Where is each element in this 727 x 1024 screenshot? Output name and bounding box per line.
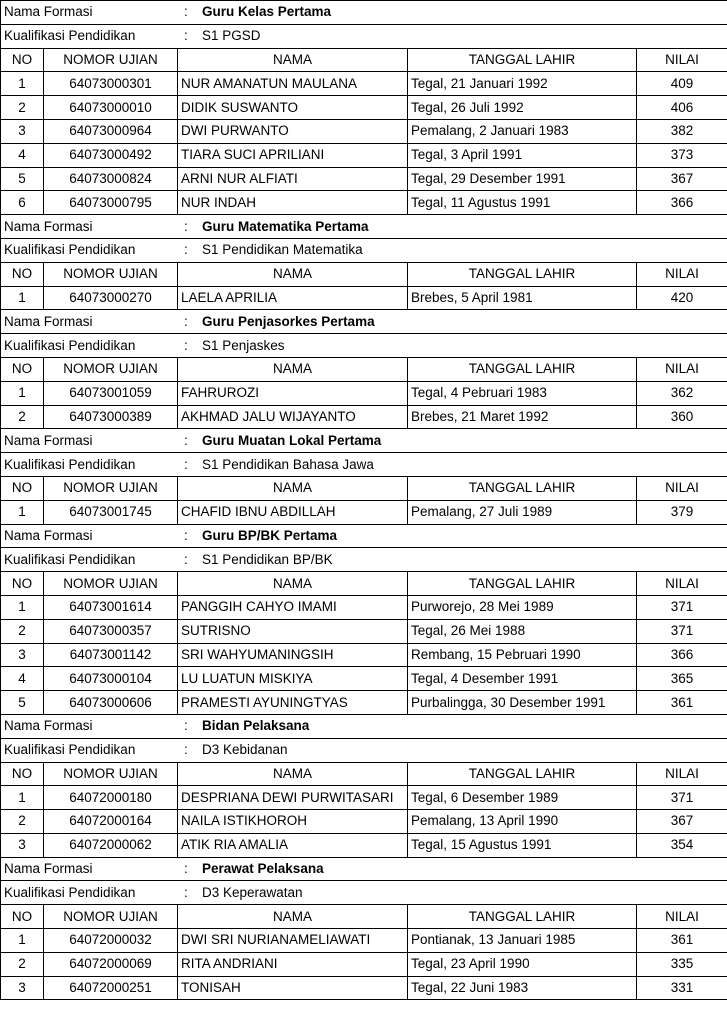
kualifikasi-label: Kualifikasi Pendidikan bbox=[4, 242, 136, 258]
cell-nilai: 366 bbox=[637, 643, 727, 667]
header-nomor: NOMOR UJIAN bbox=[44, 572, 178, 596]
column-header-row bbox=[1, 357, 727, 381]
header-nama: NAMA bbox=[178, 357, 408, 381]
cell-nilai: 360 bbox=[637, 405, 727, 429]
kualifikasi-cell bbox=[1, 548, 727, 572]
header-tanggal: TANGGAL LAHIR bbox=[408, 476, 637, 500]
cell-nilai: 371 bbox=[637, 619, 727, 643]
cell-nomor-ujian: 64072000180 bbox=[44, 786, 178, 810]
kualifikasi-row bbox=[1, 334, 727, 358]
cell-tanggal-lahir: Rembang, 15 Pebruari 1990 bbox=[408, 643, 637, 667]
cell-nama: PANGGIH CAHYO IMAMI bbox=[178, 595, 408, 619]
colon-separator: : bbox=[184, 551, 188, 567]
table-row bbox=[1, 786, 727, 810]
cell-nama: NUR INDAH bbox=[178, 191, 408, 215]
cell-nomor-ujian: 64072000164 bbox=[44, 810, 178, 834]
formasi-row bbox=[1, 215, 727, 239]
header-nomor: NOMOR UJIAN bbox=[44, 48, 178, 72]
kualifikasi-row bbox=[1, 548, 727, 572]
colon-separator: : bbox=[184, 456, 188, 472]
formasi-cell bbox=[1, 714, 727, 738]
table-row bbox=[1, 500, 727, 524]
cell-no: 1 bbox=[1, 929, 44, 953]
cell-nomor-ujian: 64073000606 bbox=[44, 691, 178, 715]
header-nilai: NILAI bbox=[637, 572, 727, 596]
formasi-label: Nama Formasi bbox=[4, 4, 93, 20]
cell-no: 3 bbox=[1, 643, 44, 667]
table-row bbox=[1, 619, 727, 643]
column-header-row bbox=[1, 476, 727, 500]
cell-nama: FAHRUROZI bbox=[178, 381, 408, 405]
formasi-value: Guru Matematika Pertama bbox=[202, 218, 369, 234]
cell-nama: ATIK RIA AMALIA bbox=[178, 833, 408, 857]
cell-no: 1 bbox=[1, 786, 44, 810]
cell-nilai: 406 bbox=[637, 96, 727, 120]
header-nilai: NILAI bbox=[637, 48, 727, 72]
formasi-value: Perawat Pelaksana bbox=[202, 861, 324, 877]
table-row bbox=[1, 119, 727, 143]
kualifikasi-value: S1 Penjaskes bbox=[202, 337, 285, 353]
cell-no: 2 bbox=[1, 96, 44, 120]
header-nilai: NILAI bbox=[637, 262, 727, 286]
table-row bbox=[1, 810, 727, 834]
kualifikasi-cell bbox=[1, 24, 727, 48]
header-no: NO bbox=[1, 48, 44, 72]
header-nama: NAMA bbox=[178, 762, 408, 786]
formasi-row bbox=[1, 524, 727, 548]
kualifikasi-label: Kualifikasi Pendidikan bbox=[4, 337, 136, 353]
kualifikasi-row bbox=[1, 881, 727, 905]
cell-nilai: 373 bbox=[637, 143, 727, 167]
cell-nama: ARNI NUR ALFIATI bbox=[178, 167, 408, 191]
cell-no: 2 bbox=[1, 405, 44, 429]
colon-separator: : bbox=[184, 28, 188, 44]
colon-separator: : bbox=[184, 718, 188, 734]
colon-separator: : bbox=[184, 884, 188, 900]
header-nama: NAMA bbox=[178, 476, 408, 500]
cell-nama: NUR AMANATUN MAULANA bbox=[178, 72, 408, 96]
cell-nilai: 335 bbox=[637, 952, 727, 976]
kualifikasi-cell bbox=[1, 334, 727, 358]
cell-no: 1 bbox=[1, 595, 44, 619]
cell-no: 3 bbox=[1, 833, 44, 857]
cell-nama: RITA ANDRIANI bbox=[178, 952, 408, 976]
kualifikasi-row bbox=[1, 738, 727, 762]
formasi-cell bbox=[1, 1, 727, 25]
results-table-body bbox=[1, 1, 727, 1000]
cell-nomor-ujian: 64073000357 bbox=[44, 619, 178, 643]
kualifikasi-cell bbox=[1, 738, 727, 762]
formasi-label: Nama Formasi bbox=[4, 432, 93, 448]
header-no: NO bbox=[1, 762, 44, 786]
colon-separator: : bbox=[184, 4, 188, 20]
cell-no: 1 bbox=[1, 500, 44, 524]
cell-tanggal-lahir: Tegal, 11 Agustus 1991 bbox=[408, 191, 637, 215]
header-no: NO bbox=[1, 572, 44, 596]
cell-tanggal-lahir: Pemalang, 13 April 1990 bbox=[408, 810, 637, 834]
formasi-row bbox=[1, 310, 727, 334]
cell-nilai: 409 bbox=[637, 72, 727, 96]
cell-nomor-ujian: 64073000010 bbox=[44, 96, 178, 120]
formasi-cell bbox=[1, 429, 727, 453]
header-nilai: NILAI bbox=[637, 476, 727, 500]
cell-tanggal-lahir: Tegal, 26 Juli 1992 bbox=[408, 96, 637, 120]
cell-tanggal-lahir: Tegal, 3 April 1991 bbox=[408, 143, 637, 167]
colon-separator: : bbox=[184, 218, 188, 234]
header-nilai: NILAI bbox=[637, 905, 727, 929]
cell-nama: DIDIK SUSWANTO bbox=[178, 96, 408, 120]
header-nama: NAMA bbox=[178, 905, 408, 929]
cell-nilai: 379 bbox=[637, 500, 727, 524]
cell-tanggal-lahir: Tegal, 4 Pebruari 1983 bbox=[408, 381, 637, 405]
cell-nama: AKHMAD JALU WIJAYANTO bbox=[178, 405, 408, 429]
cell-nilai: 361 bbox=[637, 929, 727, 953]
table-row bbox=[1, 833, 727, 857]
kualifikasi-value: S1 Pendidikan Matematika bbox=[202, 242, 363, 258]
cell-nilai: 371 bbox=[637, 786, 727, 810]
header-nomor: NOMOR UJIAN bbox=[44, 476, 178, 500]
table-row bbox=[1, 691, 727, 715]
kualifikasi-cell bbox=[1, 881, 727, 905]
cell-tanggal-lahir: Tegal, 4 Desember 1991 bbox=[408, 667, 637, 691]
column-header-row bbox=[1, 905, 727, 929]
cell-no: 5 bbox=[1, 691, 44, 715]
header-no: NO bbox=[1, 476, 44, 500]
header-nilai: NILAI bbox=[637, 357, 727, 381]
cell-nama: PRAMESTI AYUNINGTYAS bbox=[178, 691, 408, 715]
header-nomor: NOMOR UJIAN bbox=[44, 357, 178, 381]
cell-nomor-ujian: 64073001745 bbox=[44, 500, 178, 524]
cell-tanggal-lahir: Purbalingga, 30 Desember 1991 bbox=[408, 691, 637, 715]
kualifikasi-label: Kualifikasi Pendidikan bbox=[4, 884, 136, 900]
cell-no: 2 bbox=[1, 952, 44, 976]
cell-nilai: 354 bbox=[637, 833, 727, 857]
cell-nilai: 367 bbox=[637, 810, 727, 834]
cell-no: 6 bbox=[1, 191, 44, 215]
header-tanggal: TANGGAL LAHIR bbox=[408, 762, 637, 786]
table-row bbox=[1, 96, 727, 120]
cell-no: 3 bbox=[1, 976, 44, 1000]
cell-no: 1 bbox=[1, 286, 44, 310]
table-row bbox=[1, 191, 727, 215]
cell-nomor-ujian: 64073000270 bbox=[44, 286, 178, 310]
cell-nama: DWI SRI NURIANAMELIAWATI bbox=[178, 929, 408, 953]
kualifikasi-label: Kualifikasi Pendidikan bbox=[4, 551, 136, 567]
cell-nama: SRI WAHYUMANINGSIH bbox=[178, 643, 408, 667]
cell-tanggal-lahir: Purworejo, 28 Mei 1989 bbox=[408, 595, 637, 619]
cell-nilai: 331 bbox=[637, 976, 727, 1000]
formasi-value: Guru BP/BK Pertama bbox=[202, 527, 338, 543]
table-row bbox=[1, 929, 727, 953]
table-row bbox=[1, 167, 727, 191]
kualifikasi-value: S1 PGSD bbox=[202, 28, 261, 44]
formasi-value: Bidan Pelaksana bbox=[202, 718, 310, 734]
kualifikasi-cell bbox=[1, 238, 727, 262]
table-row bbox=[1, 72, 727, 96]
cell-nomor-ujian: 64073000301 bbox=[44, 72, 178, 96]
cell-nomor-ujian: 64073000104 bbox=[44, 667, 178, 691]
cell-no: 4 bbox=[1, 143, 44, 167]
cell-tanggal-lahir: Tegal, 22 Juni 1983 bbox=[408, 976, 637, 1000]
kualifikasi-label: Kualifikasi Pendidikan bbox=[4, 742, 136, 758]
cell-tanggal-lahir: Pemalang, 27 Juli 1989 bbox=[408, 500, 637, 524]
formasi-cell bbox=[1, 524, 727, 548]
cell-nomor-ujian: 64073000964 bbox=[44, 119, 178, 143]
column-header-row bbox=[1, 48, 727, 72]
cell-nomor-ujian: 64073001614 bbox=[44, 595, 178, 619]
cell-no: 2 bbox=[1, 810, 44, 834]
cell-nomor-ujian: 64072000251 bbox=[44, 976, 178, 1000]
header-nomor: NOMOR UJIAN bbox=[44, 762, 178, 786]
cell-nomor-ujian: 64072000069 bbox=[44, 952, 178, 976]
cell-nama: DWI PURWANTO bbox=[178, 119, 408, 143]
cell-no: 1 bbox=[1, 381, 44, 405]
colon-separator: : bbox=[184, 242, 188, 258]
cell-nilai: 362 bbox=[637, 381, 727, 405]
table-row bbox=[1, 952, 727, 976]
table-row bbox=[1, 286, 727, 310]
cell-nilai: 420 bbox=[637, 286, 727, 310]
column-header-row bbox=[1, 262, 727, 286]
colon-separator: : bbox=[184, 742, 188, 758]
formasi-label: Nama Formasi bbox=[4, 527, 93, 543]
header-nilai: NILAI bbox=[637, 762, 727, 786]
formasi-label: Nama Formasi bbox=[4, 861, 93, 877]
header-no: NO bbox=[1, 357, 44, 381]
cell-nama: LAELA APRILIA bbox=[178, 286, 408, 310]
header-nama: NAMA bbox=[178, 262, 408, 286]
cell-nomor-ujian: 64073000795 bbox=[44, 191, 178, 215]
colon-separator: : bbox=[184, 337, 188, 353]
cell-nomor-ujian: 64073000492 bbox=[44, 143, 178, 167]
header-nomor: NOMOR UJIAN bbox=[44, 262, 178, 286]
table-row bbox=[1, 381, 727, 405]
cell-tanggal-lahir: Tegal, 23 April 1990 bbox=[408, 952, 637, 976]
cell-nama: LU LUATUN MISKIYA bbox=[178, 667, 408, 691]
cell-nomor-ujian: 64073001059 bbox=[44, 381, 178, 405]
cell-no: 3 bbox=[1, 119, 44, 143]
column-header-row bbox=[1, 572, 727, 596]
cell-nomor-ujian: 64073000389 bbox=[44, 405, 178, 429]
formasi-row bbox=[1, 429, 727, 453]
header-tanggal: TANGGAL LAHIR bbox=[408, 262, 637, 286]
table-row bbox=[1, 143, 727, 167]
header-no: NO bbox=[1, 262, 44, 286]
colon-separator: : bbox=[184, 527, 188, 543]
cell-nilai: 367 bbox=[637, 167, 727, 191]
header-nomor: NOMOR UJIAN bbox=[44, 905, 178, 929]
header-nama: NAMA bbox=[178, 48, 408, 72]
cell-tanggal-lahir: Brebes, 5 April 1981 bbox=[408, 286, 637, 310]
cell-no: 2 bbox=[1, 619, 44, 643]
kualifikasi-value: D3 Kebidanan bbox=[202, 742, 288, 758]
cell-nomor-ujian: 64073000824 bbox=[44, 167, 178, 191]
cell-nilai: 382 bbox=[637, 119, 727, 143]
cell-nama: SUTRISNO bbox=[178, 619, 408, 643]
formasi-cell bbox=[1, 310, 727, 334]
cell-tanggal-lahir: Tegal, 6 Desember 1989 bbox=[408, 786, 637, 810]
cell-tanggal-lahir: Brebes, 21 Maret 1992 bbox=[408, 405, 637, 429]
cell-nilai: 366 bbox=[637, 191, 727, 215]
cell-no: 1 bbox=[1, 72, 44, 96]
formasi-value: Guru Muatan Lokal Pertama bbox=[202, 432, 382, 448]
header-no: NO bbox=[1, 905, 44, 929]
cell-nilai: 371 bbox=[637, 595, 727, 619]
cell-tanggal-lahir: Pemalang, 2 Januari 1983 bbox=[408, 119, 637, 143]
cell-nama: TONISAH bbox=[178, 976, 408, 1000]
kualifikasi-label: Kualifikasi Pendidikan bbox=[4, 28, 136, 44]
formasi-value: Guru Penjasorkes Pertama bbox=[202, 313, 375, 329]
table-row bbox=[1, 643, 727, 667]
formasi-label: Nama Formasi bbox=[4, 718, 93, 734]
cell-no: 4 bbox=[1, 667, 44, 691]
kualifikasi-cell bbox=[1, 453, 727, 477]
kualifikasi-label: Kualifikasi Pendidikan bbox=[4, 456, 136, 472]
kualifikasi-value: S1 Pendidikan Bahasa Jawa bbox=[202, 456, 374, 472]
cell-nama: CHAFID IBNU ABDILLAH bbox=[178, 500, 408, 524]
colon-separator: : bbox=[184, 313, 188, 329]
header-tanggal: TANGGAL LAHIR bbox=[408, 905, 637, 929]
cell-tanggal-lahir: Tegal, 15 Agustus 1991 bbox=[408, 833, 637, 857]
header-nama: NAMA bbox=[178, 572, 408, 596]
header-tanggal: TANGGAL LAHIR bbox=[408, 48, 637, 72]
cell-nomor-ujian: 64072000032 bbox=[44, 929, 178, 953]
cell-nilai: 361 bbox=[637, 691, 727, 715]
formasi-label: Nama Formasi bbox=[4, 218, 93, 234]
formasi-cell bbox=[1, 857, 727, 881]
cell-no: 5 bbox=[1, 167, 44, 191]
formasi-label: Nama Formasi bbox=[4, 313, 93, 329]
table-row bbox=[1, 405, 727, 429]
table-row bbox=[1, 976, 727, 1000]
cell-nama: TIARA SUCI APRILIANI bbox=[178, 143, 408, 167]
column-header-row bbox=[1, 762, 727, 786]
cell-nomor-ujian: 64072000062 bbox=[44, 833, 178, 857]
header-tanggal: TANGGAL LAHIR bbox=[408, 572, 637, 596]
cell-tanggal-lahir: Tegal, 21 Januari 1992 bbox=[408, 72, 637, 96]
table-row bbox=[1, 667, 727, 691]
formasi-value: Guru Kelas Pertama bbox=[202, 4, 332, 20]
cell-nama: DESPRIANA DEWI PURWITASARI bbox=[178, 786, 408, 810]
cell-tanggal-lahir: Tegal, 29 Desember 1991 bbox=[408, 167, 637, 191]
formasi-row bbox=[1, 857, 727, 881]
cell-nama: NAILA ISTIKHOROH bbox=[178, 810, 408, 834]
table-row bbox=[1, 595, 727, 619]
kualifikasi-value: S1 Pendidikan BP/BK bbox=[202, 551, 333, 567]
cell-nilai: 365 bbox=[637, 667, 727, 691]
header-tanggal: TANGGAL LAHIR bbox=[408, 357, 637, 381]
cell-nomor-ujian: 64073001142 bbox=[44, 643, 178, 667]
formasi-row bbox=[1, 714, 727, 738]
cell-tanggal-lahir: Tegal, 26 Mei 1988 bbox=[408, 619, 637, 643]
colon-separator: : bbox=[184, 432, 188, 448]
colon-separator: : bbox=[184, 861, 188, 877]
formasi-cell bbox=[1, 215, 727, 239]
formasi-row bbox=[1, 1, 727, 25]
kualifikasi-row bbox=[1, 238, 727, 262]
kualifikasi-value: D3 Keperawatan bbox=[202, 884, 303, 900]
kualifikasi-row bbox=[1, 24, 727, 48]
cell-tanggal-lahir: Pontianak, 13 Januari 1985 bbox=[408, 929, 637, 953]
kualifikasi-row bbox=[1, 453, 727, 477]
